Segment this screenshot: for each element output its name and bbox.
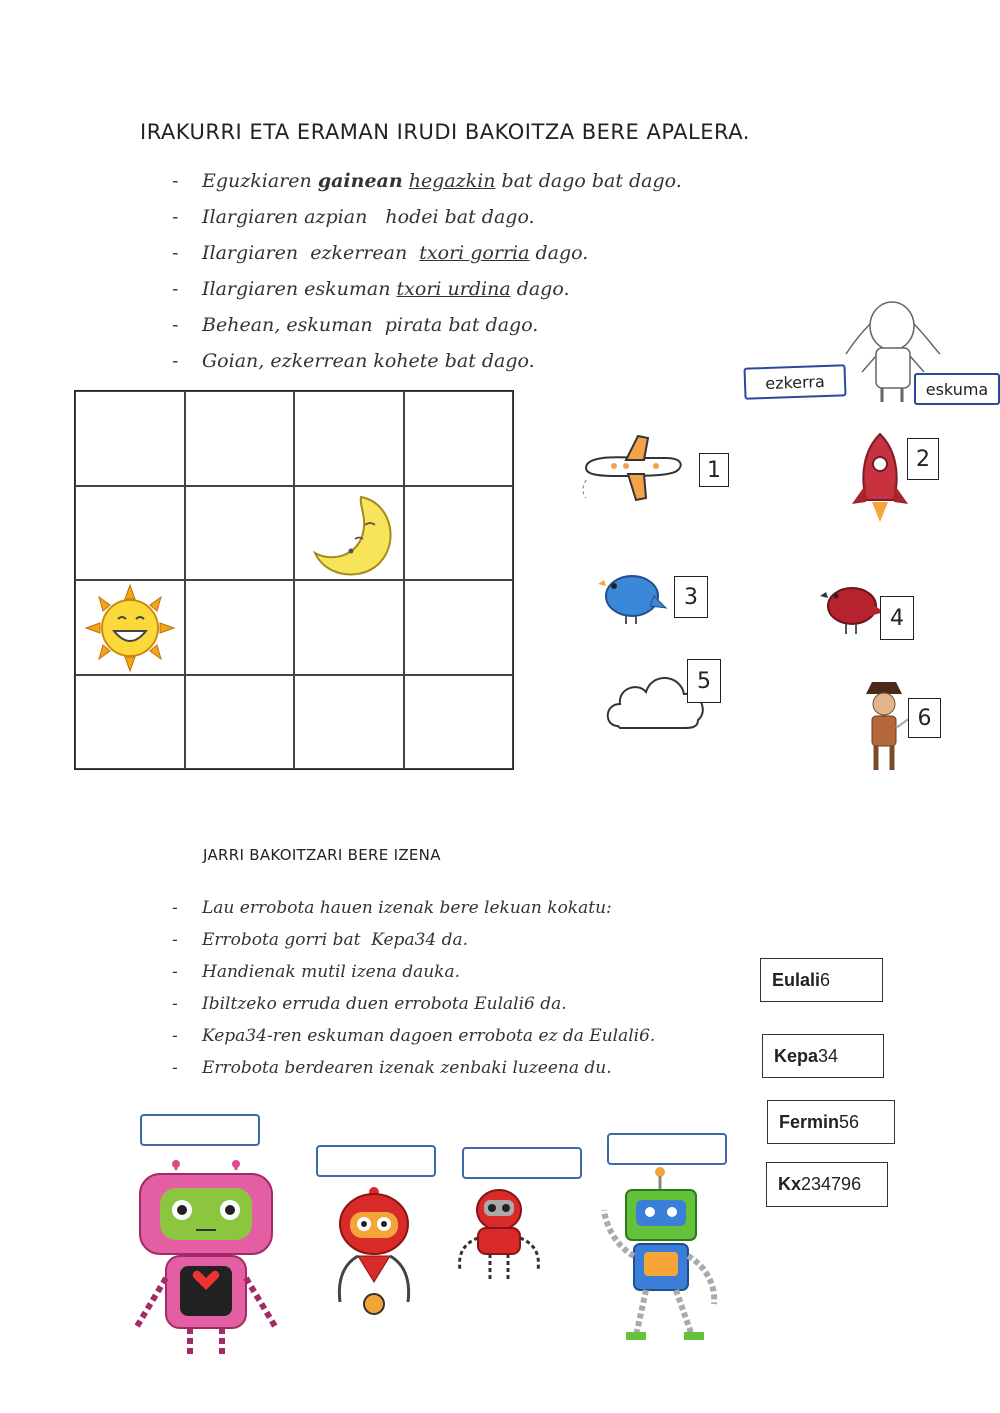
item-number-3: 3 <box>674 576 708 618</box>
banner-left: ezkerra <box>743 364 846 400</box>
clue-dash: - <box>172 206 179 228</box>
clue-item <box>172 962 460 982</box>
clue-item <box>172 206 535 228</box>
clue-item <box>172 314 538 336</box>
clue-dash: - <box>172 1026 178 1046</box>
grid-cell[interactable] <box>185 391 295 486</box>
clue-item <box>172 994 567 1014</box>
pink-robot-icon <box>126 1158 286 1358</box>
moon-icon <box>303 489 403 579</box>
grid-cell[interactable] <box>404 486 514 581</box>
name-card-kx234796[interactable]: Kx 234796 <box>766 1162 888 1207</box>
item-number-4: 4 <box>880 596 914 640</box>
grid-cell[interactable] <box>75 391 185 486</box>
item-number-2: 2 <box>907 438 939 480</box>
clue-text: dago. <box>529 242 589 264</box>
grid-cell[interactable] <box>404 675 514 770</box>
grid-cell[interactable] <box>294 675 404 770</box>
grid-cell[interactable] <box>404 391 514 486</box>
clue-item <box>172 930 468 950</box>
rocket-icon[interactable] <box>848 430 912 526</box>
clue-text: Ibiltzeko erruda duen errobota Eulali6 da. <box>202 994 567 1014</box>
name-card-eulali6[interactable]: Eulali 6 <box>760 958 883 1002</box>
clue-dash: - <box>172 170 179 192</box>
grid-cell[interactable] <box>294 391 404 486</box>
clue-dash: - <box>172 994 178 1014</box>
clue-text: hegazkin <box>408 170 496 192</box>
clue-item <box>172 350 535 372</box>
clue-item <box>172 1026 655 1046</box>
grid-cell[interactable] <box>404 580 514 675</box>
grid-cell-sun <box>75 580 185 675</box>
red-robot-small-icon <box>454 1186 544 1286</box>
answer-box-robot-4[interactable] <box>607 1133 727 1165</box>
clue-item <box>172 1058 612 1078</box>
clue-item <box>172 898 612 918</box>
section2-title: JARRI BAKOITZARI BERE IZENA <box>203 846 441 864</box>
name-card-kepa34[interactable]: Kepa 34 <box>762 1034 884 1078</box>
grid-cell[interactable] <box>185 675 295 770</box>
clue-dash: - <box>172 278 179 300</box>
clue-item <box>172 242 588 264</box>
grid-cell[interactable] <box>75 486 185 581</box>
clue-text: Eguzkiaren <box>202 170 318 192</box>
worksheet-title: IRAKURRI ETA ERAMAN IRUDI BAKOITZA BERE APALERA. <box>140 120 750 144</box>
clue-text: bat dago bat dago. <box>495 170 682 192</box>
sun-icon <box>80 583 180 673</box>
clue-text: Errobota berdearen izenak zenbaki luzeena du. <box>202 1058 612 1078</box>
grid-cell[interactable] <box>185 580 295 675</box>
clue-text: Handienak mutil izena dauka. <box>202 962 461 982</box>
clue-text: txori urdina <box>396 278 511 300</box>
item-number-6: 6 <box>908 698 941 738</box>
grid-cell-moon <box>294 486 404 581</box>
clue-dash: - <box>172 350 179 372</box>
item-number-5: 5 <box>687 659 721 703</box>
clue-dash: - <box>172 898 178 918</box>
green-robot-icon <box>596 1166 726 1346</box>
pirate-icon[interactable] <box>856 678 912 774</box>
clue-item <box>172 170 682 192</box>
blue-bird-icon[interactable] <box>598 566 668 626</box>
banner-right: eskuma <box>914 373 1000 405</box>
clue-dash: - <box>172 242 179 264</box>
clue-dash: - <box>172 1058 178 1078</box>
shelf-grid <box>74 390 514 770</box>
answer-box-robot-1[interactable] <box>140 1114 260 1146</box>
clue-text: gainean <box>317 170 403 192</box>
airplane-icon[interactable] <box>576 430 688 506</box>
clue-text: Behean, eskuman pirata bat dago. <box>202 314 539 336</box>
clue-text: Lau errobota hauen izenak bere lekuan kokatu: <box>202 898 612 918</box>
clue-dash: - <box>172 314 179 336</box>
name-card-fermin56[interactable]: Fermin 56 <box>767 1100 895 1144</box>
clue-dash: - <box>172 930 178 950</box>
clue-text: Ilargiaren eskuman <box>202 278 397 300</box>
clue-text: Goian, ezkerrean kohete bat dago. <box>202 350 535 372</box>
clue-item <box>172 278 570 300</box>
clue-text: dago. <box>510 278 570 300</box>
grid-cell[interactable] <box>75 675 185 770</box>
answer-box-robot-2[interactable] <box>316 1145 436 1177</box>
grid-cell[interactable] <box>294 580 404 675</box>
clue-text: Errobota gorri bat Kepa34 da. <box>202 930 469 950</box>
clue-dash: - <box>172 962 178 982</box>
red-bird-icon[interactable] <box>818 578 884 636</box>
answer-box-robot-3[interactable] <box>462 1147 582 1179</box>
grid-cell[interactable] <box>185 486 295 581</box>
red-robot-walking-icon <box>334 1186 414 1326</box>
clue-text: txori gorria <box>419 242 530 264</box>
clue-text: Ilargiaren ezkerrean <box>202 242 420 264</box>
clue-text: Ilargiaren azpian hodei bat dago. <box>202 206 535 228</box>
item-number-1: 1 <box>699 453 729 487</box>
clue-text: Kepa34-ren eskuman dagoen errobota ez da Eulali6. <box>202 1026 656 1046</box>
